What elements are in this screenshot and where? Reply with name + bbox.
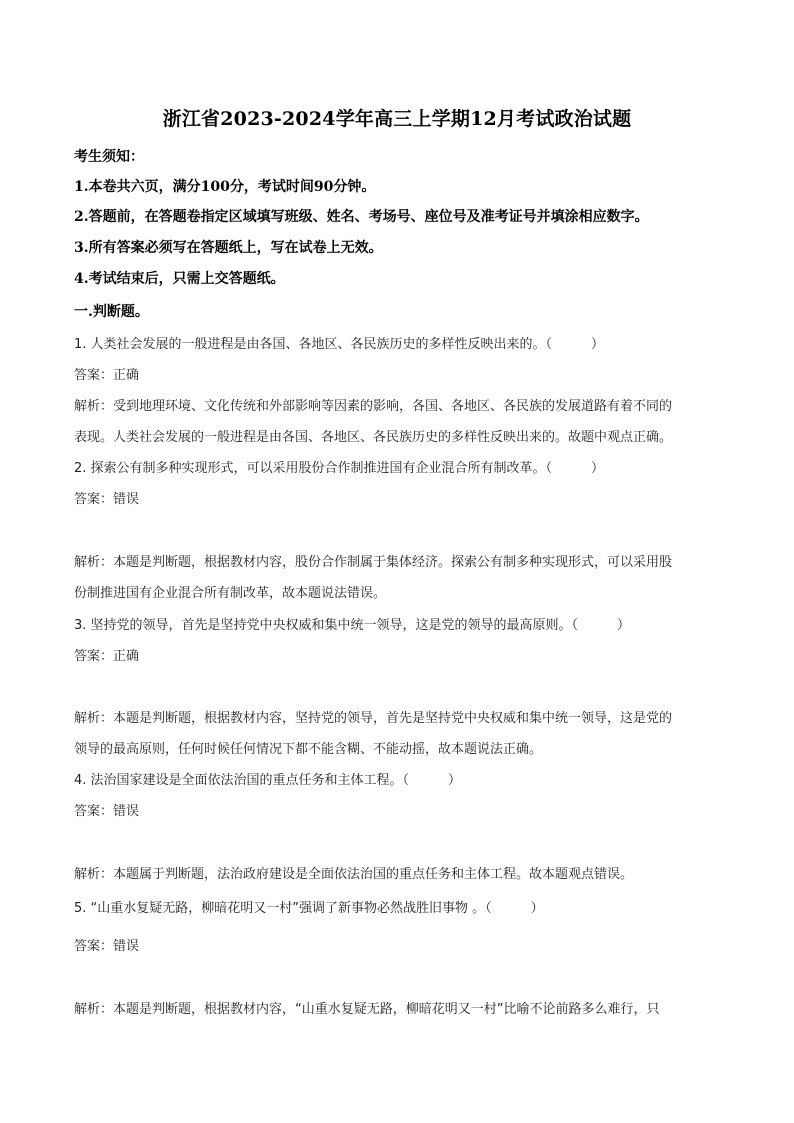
notice-item: 1.本卷共六页，满分100分，考试时间90分钟。 xyxy=(74,179,376,195)
notice-item: 3.所有答案必须写在答题纸上，写在试卷上无效。 xyxy=(74,240,383,256)
page-title: 浙江省2023-2024学年高三上学期12月考试政治试题 xyxy=(162,108,632,130)
analysis-text: 解析：本题是判断题，根据教材内容，股份合作制属于集体经济。探索公有制多种实现形式，可以采用股 xyxy=(74,555,673,570)
answer-text: 答案：错误 xyxy=(74,804,140,819)
question-text: 2. 探索公有制多种实现形式，可以采用股份合作制推进国有企业混合所有制改革。（ ） xyxy=(74,461,605,476)
analysis-text: 解析：本题是判断题，根据教材内容，坚持党的领导，首先是坚持党中央权威和集中统一领导，这是党的 xyxy=(74,711,673,726)
answer-text: 答案：正确 xyxy=(74,649,140,664)
answer-text: 答案：正确 xyxy=(74,368,140,383)
analysis-text: 表现。人类社会发展的一般进程是由各国、各地区、各民族历史的多样性反映出来的。故题中观点正确。 xyxy=(74,430,673,445)
analysis-text: 领导的最高原则，任何时候任何情况下都不能含糊、不能动摇，故本题说法正确。 xyxy=(74,742,543,757)
analysis-text: 份制推进国有企业混合所有制改革，故本题说法错误。 xyxy=(74,586,387,601)
question-text: 3. 坚持党的领导，首先是坚持党中央权威和集中统一领导，这是党的领导的最高原则。（ ） xyxy=(74,618,631,633)
notice-item: 4.考试结束后，只需上交答题纸。 xyxy=(74,271,285,287)
question-text: 4. 法治国家建设是全面依法治国的重点任务和主体工程。（ ） xyxy=(74,773,462,788)
question-text: 5. “山重水复疑无路，柳暗花明又一村”强调了新事物必然战胜旧事物 。（ ） xyxy=(74,901,544,916)
answer-text: 答案：错误 xyxy=(74,939,140,954)
question-text: 1. 人类社会发展的一般进程是由各国、各地区、各民族历史的多样性反映出来的。（ ） xyxy=(74,337,605,352)
section-title: 一.判断题。 xyxy=(74,304,149,320)
notice-heading: 考生须知： xyxy=(74,149,144,165)
analysis-text: 解析：本题是判断题，根据教材内容，“山重水复疑无路，柳暗花明又一村”比喻不论前路多么难行，只 xyxy=(74,1002,660,1017)
answer-text: 答案：错误 xyxy=(74,492,140,507)
notice-item: 2.答题前，在答题卷指定区域填写班级、姓名、考场号、座位号及准考证号并填涂相应数字。 xyxy=(74,209,649,225)
analysis-text: 解析：受到地理环境、文化传统和外部影响等因素的影响，各国、各地区、各民族的发展道路有着不同的 xyxy=(74,399,673,414)
analysis-text: 解析：本题属于判断题，法治政府建设是全面依法治国的重点任务和主体工程。故本题观点错误。 xyxy=(74,867,634,882)
